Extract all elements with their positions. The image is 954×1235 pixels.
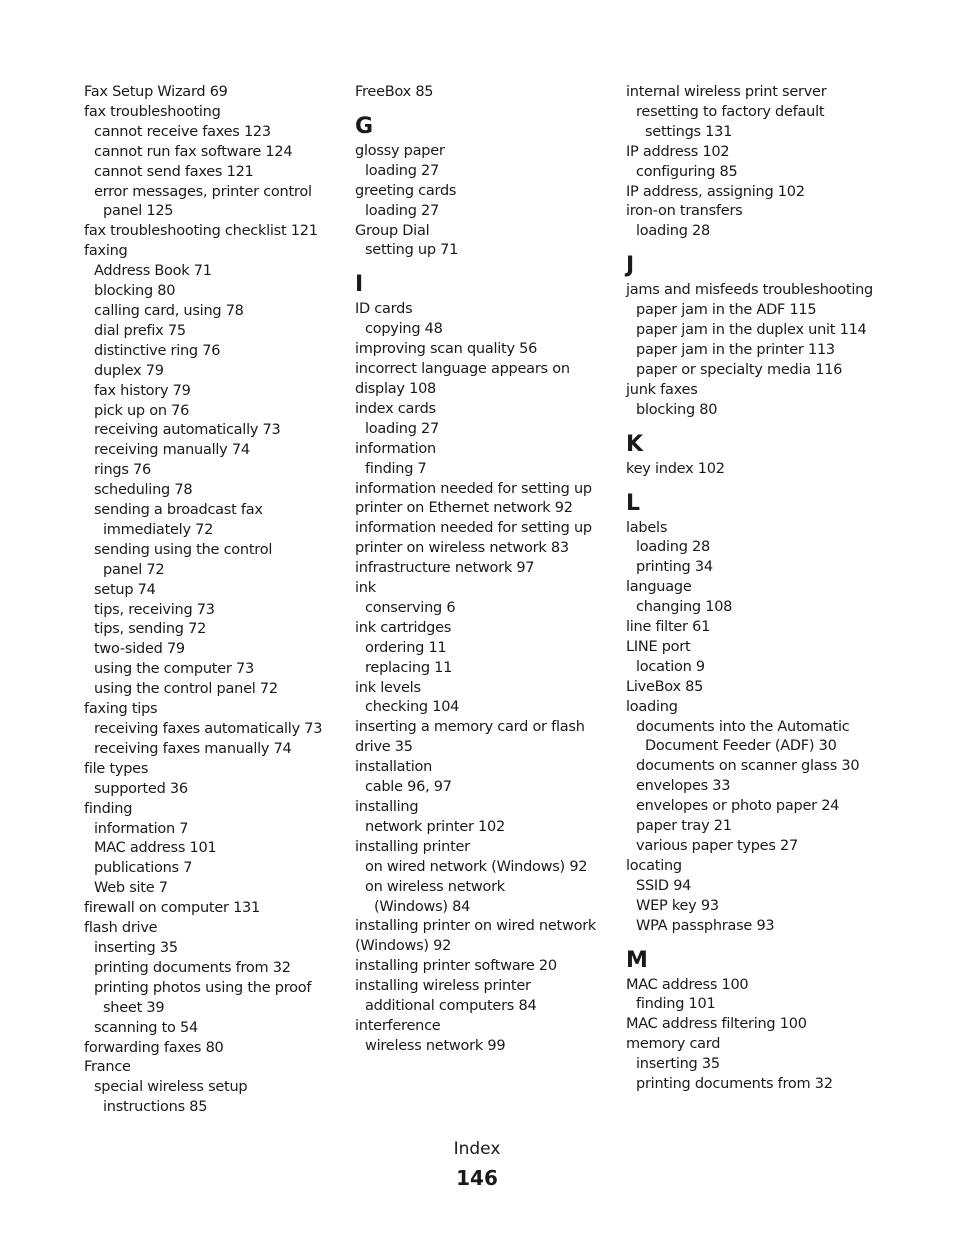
index-subentry: paper jam in the printer 113 (636, 341, 835, 358)
index-entry: installation (355, 759, 433, 776)
index-subentry: resetting to factory default (636, 103, 825, 120)
index-subentry: cannot receive faxes 123 (94, 123, 271, 140)
index-subentry: MAC address 101 (94, 840, 217, 857)
index-subentry: inserting 35 (94, 939, 178, 956)
index-column-2 (355, 83, 605, 1057)
index-entry-continuation: instructions 85 (103, 1099, 208, 1116)
index-entry: Fax Setup Wizard 69 (84, 84, 228, 100)
index-entry: key index 102 (626, 460, 725, 477)
index-entry: installing printer software 20 (355, 958, 557, 975)
index-entry: installing wireless printer (355, 978, 531, 995)
index-entry: ink cartridges (355, 619, 452, 636)
index-subentry: paper or specialty media 116 (636, 361, 843, 378)
index-subentry: receiving faxes automatically 73 (94, 721, 323, 737)
index-subentry: location 9 (636, 658, 705, 675)
index-subentry: loading 27 (365, 162, 439, 179)
index-subentry: Address Book 71 (94, 263, 212, 280)
index-entry: installing printer on wired network (355, 918, 597, 935)
index-entry: IP address, assigning 102 (626, 183, 805, 200)
index-entry: interference (355, 1017, 441, 1034)
index-entry: infrastructure network 97 (355, 560, 535, 577)
index-entry: France (84, 1059, 131, 1076)
index-subentry: cannot send faxes 121 (94, 163, 254, 180)
index-subentry: envelopes 33 (636, 778, 731, 795)
index-subentry: cable 96, 97 (365, 779, 452, 796)
index-subentry: publications 7 (94, 860, 193, 877)
index-entry: FreeBox 85 (355, 84, 434, 100)
index-entry: labels (626, 519, 668, 536)
index-subentry: tips, sending 72 (94, 621, 207, 638)
index-entry: MAC address 100 (626, 976, 749, 993)
index-subentry: replacing 11 (365, 659, 453, 676)
index-entry: index cards (355, 400, 436, 417)
index-entry: display 108 (355, 380, 437, 397)
index-entry: improving scan quality 56 (355, 341, 538, 358)
index-subentry: calling card, using 78 (94, 302, 244, 319)
index-subentry: WPA passphrase 93 (636, 917, 775, 934)
index-subentry: finding 7 (365, 460, 427, 477)
index-subentry: special wireless setup (94, 1079, 248, 1096)
index-subentry: printing documents from 32 (636, 1076, 833, 1093)
index-subentry: paper jam in the ADF 115 (636, 302, 817, 319)
index-entry: LiveBox 85 (626, 678, 704, 695)
index-subentry: using the control panel 72 (94, 681, 278, 698)
index-subentry: additional computers 84 (365, 998, 537, 1015)
index-entry: installing printer (355, 838, 470, 855)
index-subentry: configuring 85 (636, 163, 738, 180)
index-letter-heading: M (626, 947, 648, 973)
index-entry: file types (84, 760, 149, 777)
index-subentry: scheduling 78 (94, 482, 193, 499)
index-entry: LINE port (626, 638, 691, 655)
index-subentry: loading 28 (636, 539, 710, 556)
index-subentry: checking 104 (365, 699, 460, 716)
index-subentry: network printer 102 (365, 818, 505, 835)
index-entry: greeting cards (355, 182, 457, 199)
index-subentry: blocking 80 (94, 283, 176, 300)
index-subentry: documents on scanner glass 30 (636, 758, 860, 775)
index-subentry: receiving automatically 73 (94, 422, 281, 439)
index-subentry: receiving faxes manually 74 (94, 740, 292, 757)
index-letter-heading: K (626, 431, 644, 457)
index-subentry: scanning to 54 (94, 1019, 198, 1036)
index-entry: ink levels (355, 679, 421, 696)
index-subentry: printing documents from 32 (94, 959, 291, 976)
index-subentry: distinctive ring 76 (94, 342, 221, 359)
index-entry: information needed for setting up (355, 480, 592, 497)
index-entry: forwarding faxes 80 (84, 1039, 224, 1056)
index-subentry: supported 36 (94, 780, 188, 797)
index-subentry: tips, receiving 73 (94, 601, 215, 618)
index-entry: loading (626, 698, 678, 715)
index-entry: installing (355, 799, 419, 815)
index-subentry: printing 34 (636, 559, 713, 576)
index-entry: flash drive (84, 920, 158, 937)
index-entry: printer on wireless network 83 (355, 540, 569, 557)
index-entry: junk faxes (626, 381, 698, 398)
index-subentry: duplex 79 (94, 362, 164, 379)
index-entry-continuation: panel 125 (103, 203, 174, 220)
index-subentry: setting up 71 (365, 242, 459, 259)
index-entry-continuation: panel 72 (103, 561, 165, 578)
index-entry: iron-on transfers (626, 203, 743, 220)
index-subentry: two-sided 79 (94, 641, 185, 658)
index-entry: fax troubleshooting (84, 103, 221, 120)
index-entry-continuation: sheet 39 (103, 999, 165, 1016)
index-subentry: fax history 79 (94, 382, 191, 399)
index-entry-continuation: settings 131 (645, 123, 733, 140)
index-entry: firewall on computer 131 (84, 900, 260, 917)
index-subentry: inserting 35 (636, 1056, 720, 1073)
index-entry: incorrect language appears on (355, 361, 570, 378)
index-entry: drive 35 (355, 739, 413, 756)
index-subentry: printing photos using the proof (94, 979, 312, 996)
index-subentry: SSID 94 (636, 877, 692, 894)
index-letter-heading: I (355, 272, 364, 298)
index-entry: memory card (626, 1036, 721, 1053)
index-subentry: loading 27 (365, 420, 439, 437)
index-entry: finding (84, 800, 133, 817)
index-entry: locating (626, 857, 682, 874)
index-subentry: documents into the Automatic (636, 718, 850, 735)
index-letter-heading: G (355, 113, 374, 139)
index-entry: fax troubleshooting checklist 121 (84, 223, 318, 240)
index-subentry: ordering 11 (365, 639, 447, 656)
index-entry: information (355, 440, 436, 457)
index-subentry: cannot run fax software 124 (94, 143, 293, 160)
index-subentry: changing 108 (636, 599, 733, 616)
index-entry: jams and misfeeds troubleshooting (626, 282, 874, 299)
index-subentry: Web site 7 (94, 880, 168, 897)
index-subentry: sending using the control (94, 541, 273, 558)
index-subentry: on wired network (Windows) 92 (365, 858, 588, 875)
index-entry: glossy paper (355, 142, 445, 159)
index-entry: IP address 102 (626, 143, 730, 160)
index-subentry: on wireless network (365, 878, 505, 895)
index-subentry: paper tray 21 (636, 818, 732, 835)
page-number: 146 (456, 1166, 498, 1190)
index-entry: language (626, 579, 692, 596)
index-entry: printer on Ethernet network 92 (355, 500, 573, 517)
index-subentry: setup 74 (94, 581, 156, 598)
index-subentry: pick up on 76 (94, 402, 190, 419)
index-subentry: sending a broadcast fax (94, 502, 263, 519)
index-column-3 (626, 83, 888, 1095)
index-subentry: WEP key 93 (636, 897, 719, 914)
index-entry: internal wireless print server (626, 84, 827, 100)
index-subentry: paper jam in the duplex unit 114 (636, 322, 867, 339)
index-entry: ink (355, 580, 376, 597)
index-entry: faxing (84, 243, 128, 260)
index-entry-continuation: immediately 72 (103, 521, 214, 538)
index-subentry: information 7 (94, 820, 189, 837)
index-entry: MAC address filtering 100 (626, 1016, 807, 1033)
index-subentry: wireless network 99 (365, 1037, 506, 1054)
index-subentry: envelopes or photo paper 24 (636, 798, 840, 815)
index-subentry: various paper types 27 (636, 838, 798, 854)
index-entry-continuation: (Windows) 84 (374, 898, 471, 915)
index-entry: inserting a memory card or flash (355, 719, 585, 736)
footer-section-label: Index (453, 1139, 501, 1159)
index-subentry: copying 48 (365, 321, 443, 338)
index-subentry: finding 101 (636, 996, 716, 1013)
index-subentry: receiving manually 74 (94, 442, 250, 459)
index-subentry: using the computer 73 (94, 661, 254, 678)
index-entry: Group Dial (355, 222, 430, 239)
index-letter-heading: L (626, 490, 641, 516)
index-subentry: loading 27 (365, 202, 439, 219)
index-entry: (Windows) 92 (355, 938, 452, 955)
index-column-1 (84, 83, 346, 1118)
index-subentry: rings 76 (94, 462, 151, 479)
index-subentry: blocking 80 (636, 401, 718, 418)
index-entry: information needed for setting up (355, 520, 592, 537)
index-subentry: loading 28 (636, 223, 710, 240)
index-subentry: conserving 6 (365, 599, 456, 616)
index-entry: faxing tips (84, 701, 158, 718)
index-entry: line filter 61 (626, 619, 711, 636)
index-entry: ID cards (355, 301, 413, 318)
index-subentry: error messages, printer control (94, 183, 312, 200)
index-letter-heading: J (626, 253, 635, 279)
index-entry-continuation: Document Feeder (ADF) 30 (645, 738, 837, 755)
index-subentry: dial prefix 75 (94, 322, 186, 339)
